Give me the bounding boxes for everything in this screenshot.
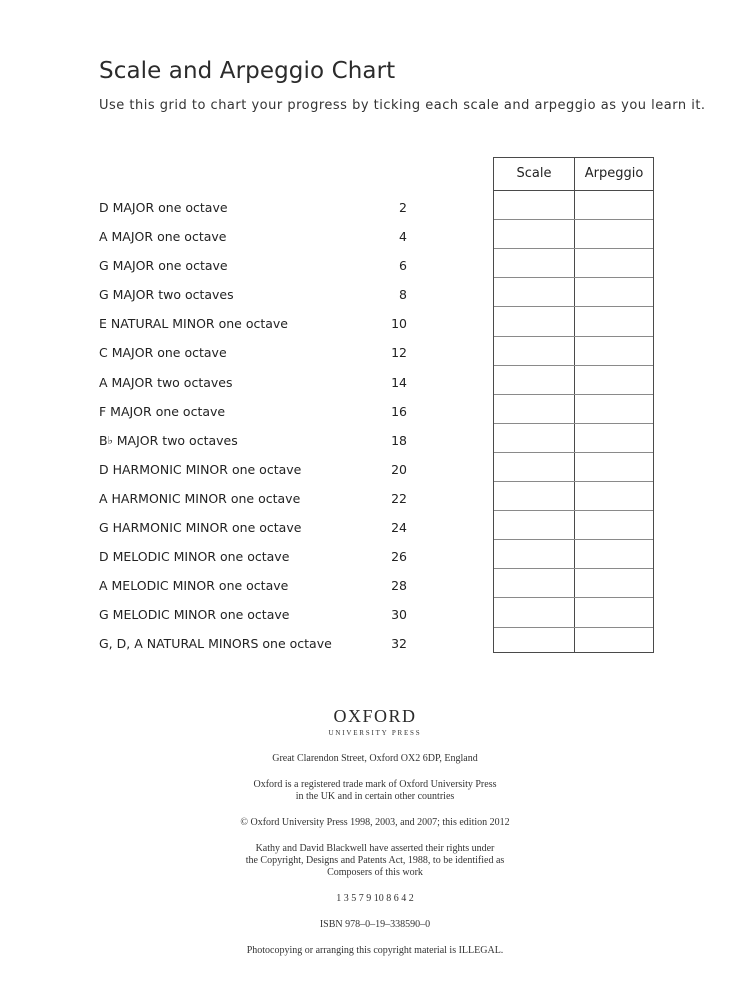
arpeggio-tick-cell[interactable] <box>574 365 654 394</box>
scale-tick-cell[interactable] <box>494 539 574 568</box>
scale-tick-cell[interactable] <box>494 306 574 335</box>
arpeggio-tick-cell[interactable] <box>574 336 654 365</box>
copyright-warning: Photocopying or arranging this copyright material is ILLEGAL. <box>246 945 504 956</box>
page-subtitle: Use this grid to chart your progress by ticking each scale and arpeggio as you learn it. <box>99 98 706 113</box>
arpeggio-tick-cell[interactable] <box>574 568 654 597</box>
scale-tick-cell[interactable] <box>494 248 574 277</box>
scale-name: G MAJOR <box>99 287 155 303</box>
scale-row <box>99 452 409 481</box>
rights-line-3: Composers of this work <box>327 867 423 878</box>
publisher-address: Great Clarendon Street, Oxford OX2 6DP, England <box>272 753 478 764</box>
scale-row <box>99 481 409 510</box>
copyright-notice: © Oxford University Press 1998, 2003, and 2007; this edition 2012 <box>240 817 510 828</box>
scale-label <box>99 636 332 651</box>
scale-tick-cell[interactable] <box>494 481 574 510</box>
scale-label <box>99 345 227 360</box>
arpeggio-tick-cell[interactable] <box>574 481 654 510</box>
scale-page-number: 6 <box>399 258 407 274</box>
scale-range: one octave <box>230 490 301 506</box>
scale-range: one octave <box>231 461 302 477</box>
scale-name: A MELODIC MINOR <box>99 578 215 594</box>
scale-tick-cell[interactable] <box>494 277 574 306</box>
scale-label <box>99 200 228 215</box>
scale-name: D HARMONIC MINOR <box>99 461 228 477</box>
scale-page-number: 10 <box>391 316 407 332</box>
scale-range: one octave <box>220 607 290 623</box>
oxford-press-label: UNIVERSITY PRESS <box>328 729 422 737</box>
scale-range: one octave <box>219 549 290 565</box>
scale-name: G HARMONIC MINOR <box>99 520 229 536</box>
scale-row <box>99 423 409 452</box>
scale-tick-cell[interactable] <box>494 568 574 597</box>
scale-row <box>99 626 409 655</box>
scale-range: two octaves <box>158 287 234 303</box>
scale-label <box>99 375 233 390</box>
arpeggio-tick-cell[interactable] <box>574 539 654 568</box>
scale-tick-cell[interactable] <box>494 190 574 219</box>
scale-row <box>99 394 409 423</box>
scale-tick-cell[interactable] <box>494 452 574 481</box>
scale-label <box>99 229 226 244</box>
scale-name: B <box>99 432 108 448</box>
scale-range: one octave <box>158 258 228 274</box>
arpeggio-tick-cell[interactable] <box>574 627 654 656</box>
scale-row <box>99 335 409 364</box>
scale-page-number: 18 <box>391 432 407 448</box>
scale-name: G, D, A NATURAL MINORS <box>99 636 259 652</box>
scale-range: one octave <box>232 520 302 536</box>
scale-page-number: 32 <box>391 636 407 652</box>
scale-row <box>99 539 409 568</box>
scale-range: two octaves <box>157 374 233 390</box>
scale-range: one octave <box>262 636 332 652</box>
scale-row <box>99 365 409 394</box>
scale-name: G MELODIC MINOR <box>99 607 217 623</box>
arpeggio-tick-cell[interactable] <box>574 423 654 452</box>
scale-page-number: 26 <box>391 549 407 565</box>
scale-row <box>99 510 409 539</box>
scale-tick-cell[interactable] <box>494 336 574 365</box>
scale-list <box>99 190 409 656</box>
scale-row <box>99 306 409 335</box>
scale-name: F MAJOR <box>99 403 152 419</box>
printing-line: 1 3 5 7 9 10 8 6 4 2 <box>336 893 414 904</box>
scale-row <box>99 190 409 219</box>
rights-line-1: Kathy and David Blackwell have asserted their rights under <box>255 843 495 854</box>
rights-line-2: the Copyright, Designs and Patents Act, 1988, to be identified as <box>245 855 505 866</box>
publisher-imprint <box>175 705 575 957</box>
arpeggio-tick-cell[interactable] <box>574 277 654 306</box>
arpeggio-tick-cell[interactable] <box>574 219 654 248</box>
arpeggio-column-header: Arpeggio <box>584 166 644 181</box>
trademark-line-2: in the UK and in certain other countries <box>295 791 455 802</box>
scale-name-suffix: MAJOR <box>112 432 159 448</box>
scale-label <box>99 462 301 477</box>
arpeggio-tick-cell[interactable] <box>574 394 654 423</box>
scale-range: one octave <box>155 403 226 419</box>
arpeggio-tick-cell[interactable] <box>574 306 654 335</box>
scale-row <box>99 597 409 626</box>
scale-column-header: Scale <box>516 166 552 181</box>
scale-page-number: 12 <box>391 345 407 361</box>
scale-page-number: 20 <box>391 461 407 477</box>
oxford-logo: OXFORD <box>333 706 417 726</box>
scale-label <box>99 287 234 302</box>
arpeggio-tick-cell[interactable] <box>574 452 654 481</box>
scale-row <box>99 277 409 306</box>
scale-label <box>99 433 238 448</box>
scale-label <box>99 607 289 622</box>
trademark-line-1: Oxford is a registered trade mark of Oxford University Press <box>253 779 497 790</box>
scale-name: D MELODIC MINOR <box>99 549 216 565</box>
scale-name: G MAJOR <box>99 258 155 274</box>
scale-row <box>99 568 409 597</box>
scale-name: C MAJOR <box>99 345 154 361</box>
scale-tick-cell[interactable] <box>494 394 574 423</box>
scale-name: A MAJOR <box>99 229 154 245</box>
scale-label <box>99 549 289 564</box>
scale-tick-cell[interactable] <box>494 510 574 539</box>
arpeggio-tick-cell[interactable] <box>574 597 654 626</box>
scale-name: A HARMONIC MINOR <box>99 490 227 506</box>
scale-range: one octave <box>157 345 227 361</box>
arpeggio-tick-cell[interactable] <box>574 190 654 219</box>
isbn: ISBN 978–0–19–338590–0 <box>319 919 431 930</box>
scale-tick-cell[interactable] <box>494 219 574 248</box>
scale-range: one octave <box>157 229 227 245</box>
page-title: Scale and Arpeggio Chart <box>99 58 396 84</box>
scale-page-number: 14 <box>391 374 407 390</box>
scale-page-number: 2 <box>399 200 407 215</box>
scale-label <box>99 491 300 506</box>
scale-page-number: 24 <box>391 520 407 536</box>
scale-range: one octave <box>218 578 289 594</box>
scale-name: D MAJOR <box>99 200 155 215</box>
scale-label <box>99 404 225 419</box>
scale-page-number: 30 <box>391 607 407 623</box>
scale-range: two octaves <box>162 432 238 448</box>
scale-range: one octave <box>158 200 228 215</box>
scale-page-number: 16 <box>391 403 407 419</box>
scale-tick-cell[interactable] <box>494 423 574 452</box>
scale-range: one octave <box>218 316 288 332</box>
scale-row <box>99 219 409 248</box>
scale-label <box>99 578 288 593</box>
arpeggio-tick-cell[interactable] <box>574 248 654 277</box>
flat-accidental: ♭ <box>107 433 113 447</box>
scale-label <box>99 316 288 331</box>
scale-label <box>99 520 301 535</box>
scale-page-number: 28 <box>391 578 407 594</box>
scale-tick-cell[interactable] <box>494 627 574 656</box>
scale-label <box>99 258 228 273</box>
progress-grid <box>493 157 654 653</box>
scale-row <box>99 248 409 277</box>
scale-tick-cell[interactable] <box>494 597 574 626</box>
scale-page-number: 4 <box>399 229 407 245</box>
scale-name: A MAJOR <box>99 374 154 390</box>
arpeggio-tick-cell[interactable] <box>574 510 654 539</box>
scale-page-number: 8 <box>399 287 407 303</box>
scale-tick-cell[interactable] <box>494 365 574 394</box>
scale-name: E NATURAL MINOR <box>99 316 215 332</box>
scale-page-number: 22 <box>391 490 407 506</box>
